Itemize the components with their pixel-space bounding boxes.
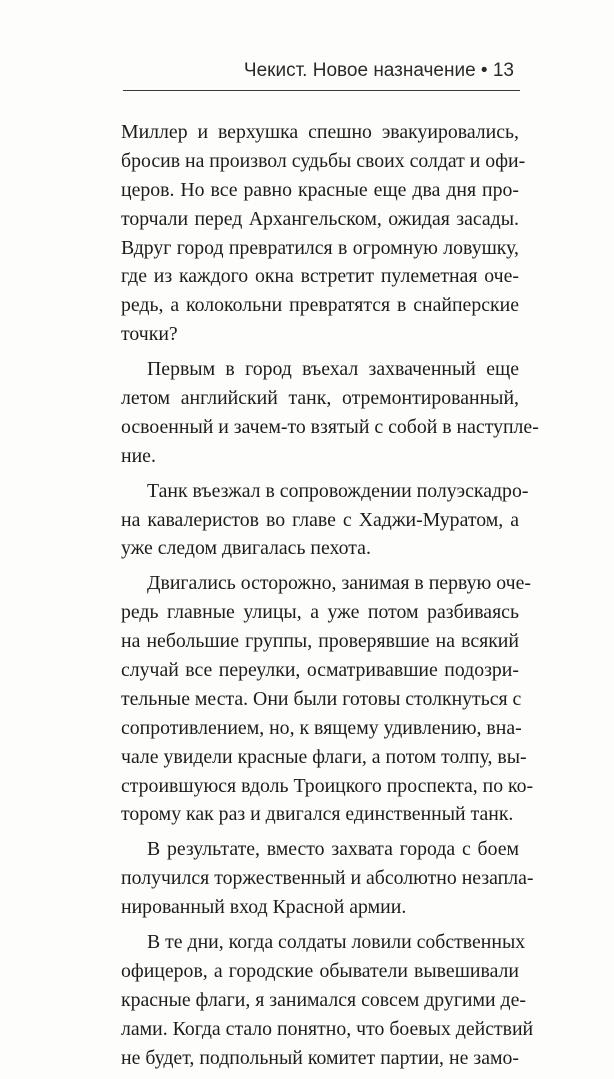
text-line: церов. Но все равно красные еще два дня про- (121, 178, 519, 201)
text-line: Вдруг город превратился в огромную ловушку, (121, 236, 519, 259)
paragraph (121, 835, 534, 922)
text-line: В результате, вместо захвата города с боем (147, 838, 519, 861)
text-line: уже следом двигалась пехота. (121, 537, 371, 560)
text-line: точки? (121, 323, 178, 346)
paragraph (121, 355, 539, 471)
text-line: летом английский танк, отремонтированный, (121, 387, 519, 410)
text-line: лами. Когда стало понятно, что боевых действий (121, 1017, 534, 1040)
text-line: не будет, подпольный комитет партии, не замо- (121, 1046, 519, 1069)
text-line: чале увидели красные флаги, а потом толпу, вы- (121, 745, 527, 768)
text-line: офицеров, а городские обыватели вывешивали (121, 959, 519, 982)
text-line: Миллер и верхушка спешно эвакуировались, (121, 121, 519, 143)
paragraph (121, 569, 534, 829)
paragraph (121, 928, 534, 1072)
text-line: тельные места. Они были готовы столкнуться с (121, 687, 522, 710)
body-text (121, 118, 539, 1079)
text-line: Первым в город въехал захваченный еще (147, 358, 519, 381)
text-line: сопротивлением, но, к вящему удивлению, вна- (121, 716, 522, 739)
paragraph (121, 118, 526, 349)
text-line: торчали перед Архангельском, ожидая засады. (121, 207, 519, 230)
header-rule (123, 90, 520, 91)
text-line: строившуюся вдоль Троицкого проспекта, по ко- (121, 774, 534, 797)
running-head: Чекист. Новое назначение • 13 (243, 60, 514, 81)
text-line: В те дни, когда солдаты ловили собственных (147, 931, 526, 954)
text-line: Танк въезжал в сопровождении полуэскадро- (147, 479, 529, 502)
text-line: на кавалеристов во главе с Хаджи-Муратом, а (121, 508, 519, 531)
paragraph (121, 477, 529, 564)
text-line: красные флаги, я занимался совсем другими де- (121, 988, 526, 1011)
text-line: редь, а колокольни превратятся в снайперские (121, 294, 519, 317)
text-line: ние. (121, 444, 156, 467)
text-line: освоенный и зачем-то взятый с собой в наступле- (121, 415, 539, 438)
text-line: получился торжественный и абсолютно незапла- (121, 867, 534, 890)
text-line: нированный вход Красной армии. (121, 896, 407, 919)
text-line: где из каждого окна встретит пулеметная оче- (121, 265, 519, 288)
text-line: редь главные улицы, а уже потом разбиваясь (121, 601, 519, 624)
text-line: на небольшие группы, проверявшие на всякий (121, 630, 519, 653)
text-line: случай все переулки, осматривавшие подозри- (121, 659, 519, 682)
text-line: бросив на произвол судьбы своих солдат и офи- (121, 149, 526, 172)
text-line: Двигались осторожно, занимая в первую оче- (147, 572, 531, 595)
text-line: торому как раз и двигался единственный танк. (121, 803, 514, 826)
